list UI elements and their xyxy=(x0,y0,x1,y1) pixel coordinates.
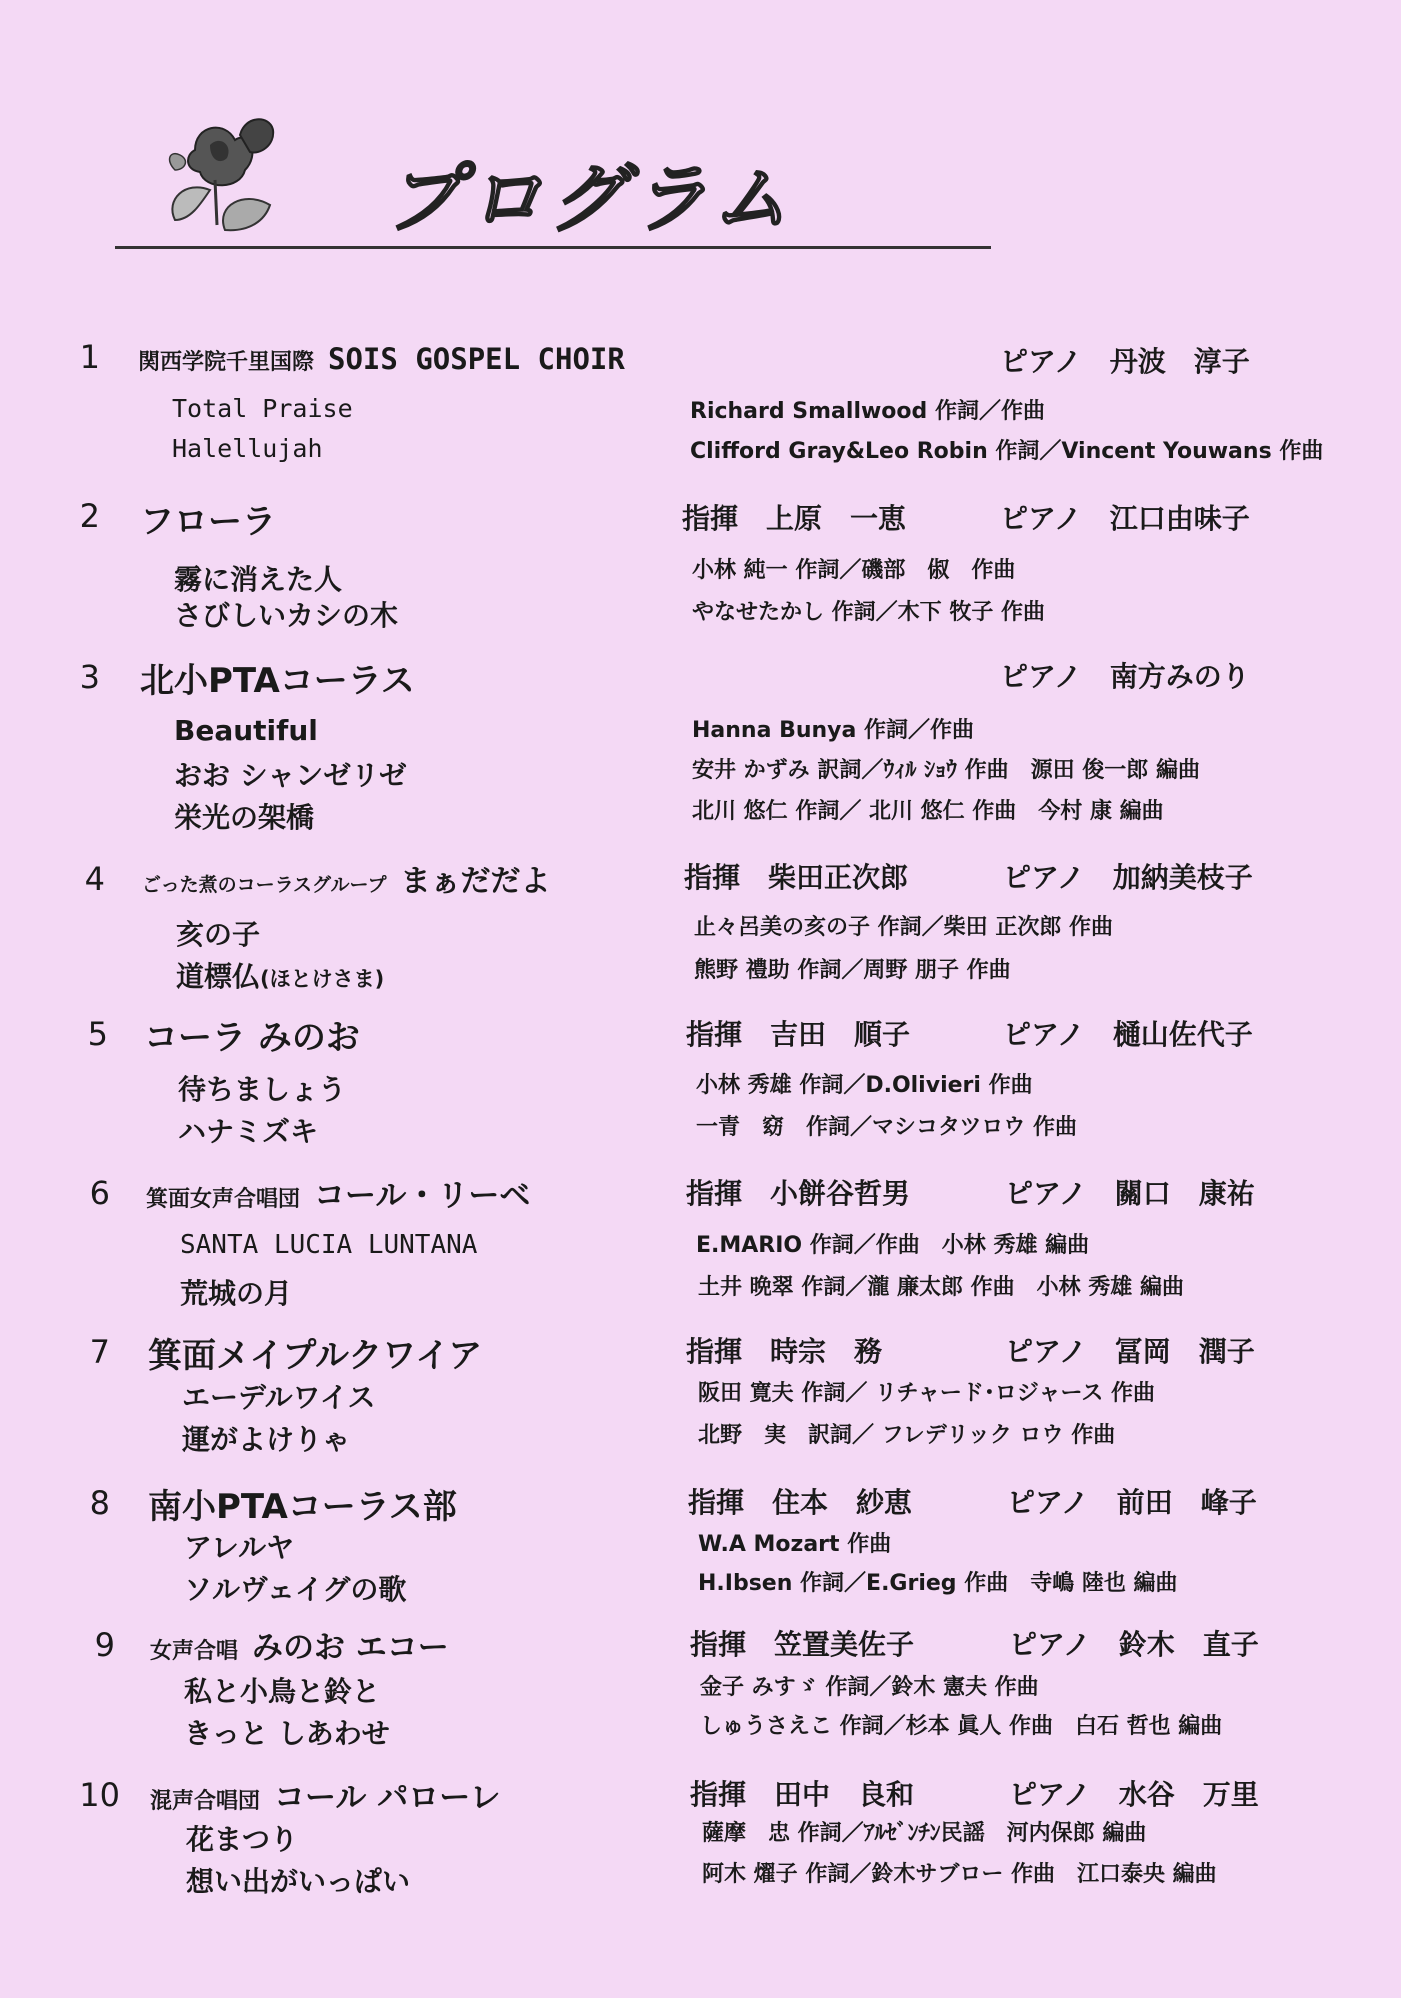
group-name xyxy=(150,1772,501,1817)
song-title: 運がよけりゃ xyxy=(182,1423,351,1456)
song-title: 想い出がいっぱい xyxy=(186,1865,411,1898)
song-credit: H.Ibsen 作詞／E.Grieg 作曲 寺嶋 陸也 編曲 xyxy=(698,1571,1178,1596)
song-credit: W.A Mozart 作曲 xyxy=(698,1532,892,1557)
song-title: さびしいカシの木 xyxy=(174,599,399,632)
pianist: ピアノ 加納美枝子 xyxy=(1003,861,1253,894)
song-credit: Richard Smallwood 作詞／作曲 xyxy=(690,399,1045,424)
song-credit: 熊野 禮助 作詞／周野 朋子 作曲 xyxy=(694,958,1011,983)
group-name xyxy=(138,338,625,378)
song-title: ソルヴェイグの歌 xyxy=(184,1573,407,1606)
rose-icon xyxy=(155,110,285,240)
song-credit: 止々呂美の亥の子 作詞／柴田 正次郎 作曲 xyxy=(694,915,1113,940)
song-title: Halellujah xyxy=(172,434,323,463)
song-title: Beautiful xyxy=(174,714,318,747)
song-credit: しゅうさえこ 作詞／杉本 眞人 作曲 白石 哲也 編曲 xyxy=(700,1714,1223,1739)
song-credit: E.MARIO 作詞／作曲 小林 秀雄 編曲 xyxy=(696,1233,1090,1258)
group-title: コール パローレ xyxy=(274,1780,501,1816)
group-prefix: 関西学院千里国際 xyxy=(138,350,315,375)
group-name: 箕面メイプルクワイア xyxy=(148,1336,483,1376)
group-name xyxy=(150,1622,449,1667)
page-title: プログラム xyxy=(385,154,795,243)
group-prefix: 箕面女声合唱団 xyxy=(146,1187,301,1212)
title-divider xyxy=(115,246,991,249)
song-title: 霧に消えた人 xyxy=(174,563,343,596)
entry-number: 2 xyxy=(79,497,100,535)
group-prefix: ごった煮のコーラスグループ xyxy=(142,874,387,896)
pianist: ピアノ 水谷 万里 xyxy=(1009,1778,1259,1811)
group-prefix: 女声合唱 xyxy=(150,1639,239,1664)
conductor: 指揮 笠置美佐子 xyxy=(690,1628,915,1661)
entry-number: 3 xyxy=(79,658,100,696)
song-credit: 薩摩 忠 作詞／ｱﾙｾﾞﾝﾁﾝ民謡 河内保郎 編曲 xyxy=(702,1821,1147,1846)
group-title: SOIS GOSPEL CHOIR xyxy=(328,342,625,376)
song-credit: 土井 晩翠 作詞／瀧 廉太郎 作曲 小林 秀雄 編曲 xyxy=(698,1275,1184,1300)
pianist: ピアノ 樋山佐代子 xyxy=(1003,1018,1253,1051)
group-title: まぁだだよ xyxy=(400,864,551,899)
song-credit: 阿木 燿子 作詞／鈴木サブロー 作曲 江口泰央 編曲 xyxy=(702,1862,1217,1887)
pianist: ピアノ 前田 峰子 xyxy=(1007,1486,1257,1519)
group-name: 北小PTAコーラス xyxy=(140,661,415,701)
entry-number: 8 xyxy=(89,1484,110,1522)
group-title: コール・リーベ xyxy=(314,1178,531,1214)
conductor: 指揮 小餅谷哲男 xyxy=(686,1177,911,1210)
song-credit: Clifford Gray&Leo Robin 作詞／Vincent Youwans 作曲 xyxy=(690,439,1324,464)
conductor: 指揮 住本 紗恵 xyxy=(688,1486,913,1519)
song-title: 荒城の月 xyxy=(180,1277,293,1310)
conductor: 指揮 田中 良和 xyxy=(690,1778,915,1811)
song-title xyxy=(176,955,384,995)
pianist: ピアノ 鈴木 直子 xyxy=(1009,1628,1259,1661)
group-name xyxy=(146,1170,530,1215)
group-name: コーラ みのお xyxy=(144,1018,360,1058)
pianist: ピアノ 丹波 淳子 xyxy=(1000,345,1250,378)
pianist: ピアノ 冨岡 潤子 xyxy=(1005,1335,1255,1368)
group-prefix: 混声合唱団 xyxy=(150,1789,261,1814)
song-credit: 小林 秀雄 作詞／D.Olivieri 作曲 xyxy=(696,1073,1033,1098)
song-title: 待ちましょう xyxy=(178,1073,347,1106)
song-title-reading: (ほとけさま) xyxy=(260,967,385,991)
song-title: ハナミズキ xyxy=(178,1115,319,1148)
song-credit: 安井 かずみ 訳詞／ｳｨﾙ ｼｮｳ 作曲 源田 俊一郎 編曲 xyxy=(692,758,1200,783)
song-credit: やなせたかし 作詞／木下 牧子 作曲 xyxy=(692,600,1045,625)
group-name xyxy=(142,856,551,900)
conductor: 指揮 時宗 務 xyxy=(686,1335,883,1368)
group-name: 南小PTAコーラス部 xyxy=(148,1487,457,1527)
entry-number: 7 xyxy=(89,1333,110,1371)
group-title: みのお エコー xyxy=(252,1630,449,1666)
entry-number: 10 xyxy=(79,1776,120,1814)
song-title: 栄光の架橋 xyxy=(174,801,315,834)
song-title: 私と小鳥と鈴と xyxy=(184,1675,381,1708)
entry-number: 6 xyxy=(89,1174,110,1212)
conductor: 指揮 柴田正次郎 xyxy=(684,861,909,894)
song-title: おお シャンゼリゼ xyxy=(174,759,407,792)
song-credit: 一青 窈 作詞／マシコタツロウ 作曲 xyxy=(696,1115,1078,1140)
song-title: 花まつり xyxy=(186,1823,299,1856)
entry-number: 4 xyxy=(84,860,105,898)
song-credit: 北野 実 訳詞／ フレデリック ロウ 作曲 xyxy=(698,1423,1116,1448)
entry-number: 9 xyxy=(94,1626,115,1664)
song-title: エーデルワイス xyxy=(182,1381,376,1414)
song-credit: 北川 悠仁 作詞／ 北川 悠仁 作曲 今村 康 編曲 xyxy=(692,799,1164,824)
song-title: アレルヤ xyxy=(184,1531,295,1564)
song-title: 亥の子 xyxy=(176,918,261,951)
pianist: ピアノ 江口由味子 xyxy=(1000,502,1250,535)
group-name: フローラ xyxy=(140,502,276,542)
entry-number: 5 xyxy=(87,1015,108,1053)
song-title: SANTA LUCIA LUNTANA xyxy=(180,1230,478,1260)
song-credit: 小林 純一 作詞／磯部 俶 作曲 xyxy=(692,558,1016,583)
song-credit: Hanna Bunya 作詞／作曲 xyxy=(692,718,975,743)
conductor: 指揮 吉田 順子 xyxy=(686,1018,911,1051)
entry-number: 1 xyxy=(79,338,100,376)
song-title: Total Praise xyxy=(172,394,353,423)
song-title: きっと しあわせ xyxy=(184,1717,390,1750)
song-credit: 金子 みすゞ 作詞／鈴木 憲夫 作曲 xyxy=(700,1675,1039,1700)
program-header xyxy=(115,110,995,250)
pianist: ピアノ 南方みのり xyxy=(1000,660,1250,693)
song-title-main: 道標仏 xyxy=(176,960,261,993)
conductor: 指揮 上原 一恵 xyxy=(682,502,907,535)
song-credit: 阪田 寛夫 作詞／ リチャード･ロジャース 作曲 xyxy=(698,1381,1155,1406)
pianist: ピアノ 關口 康祐 xyxy=(1005,1177,1255,1210)
